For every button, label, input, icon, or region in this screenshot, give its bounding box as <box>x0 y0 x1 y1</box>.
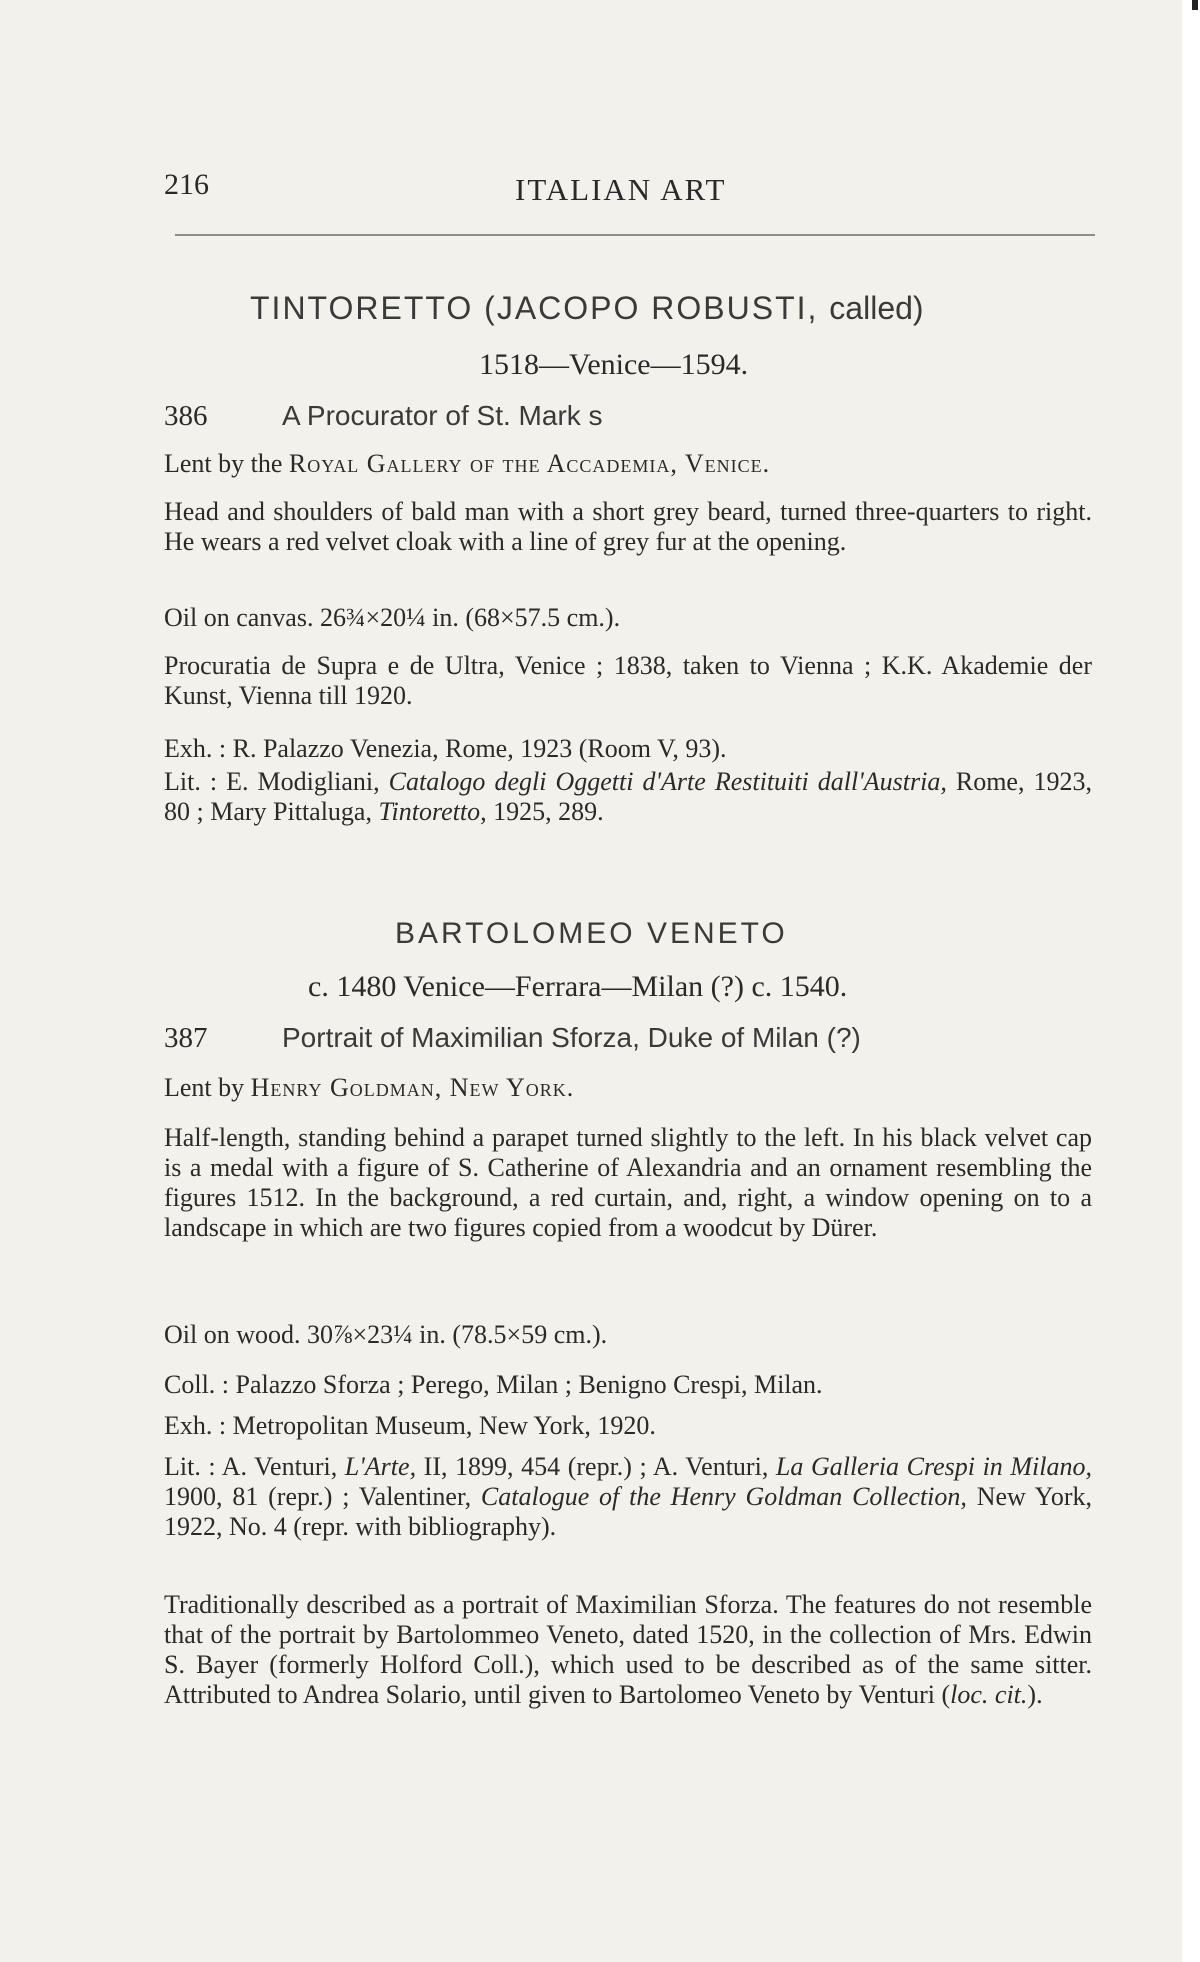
note-citation: loc. cit. <box>950 1680 1028 1709</box>
lender-line <box>164 449 770 479</box>
lit-work-title: L'Arte, <box>344 1452 417 1481</box>
lit-text: Rome, 1923, 80 ; Mary Pittaluga, <box>164 767 1092 826</box>
page-number: 216 <box>164 168 209 201</box>
lent-prefix: Lent by the <box>164 449 283 478</box>
scan-edge-mark <box>1192 0 1198 10</box>
artwork-title: Portrait of Maximilian Sforza, Duke of Milan (?) <box>282 1022 861 1053</box>
lit-work-title: Tintoretto, <box>378 797 487 826</box>
artist-heading <box>250 290 924 327</box>
lit-text: New York, 1922, No. 4 (repr. with bibliography). <box>164 1482 1093 1541</box>
artwork-technique: Oil on wood. 30⅞×23¼ in. (78.5×59 cm.). <box>164 1320 608 1349</box>
artwork-provenance: Procuratia de Supra e de Ultra, Venice ; 1838, taken to Vienna ; K.K. Akademie der Kunst, Vienna till 1920. <box>164 651 1092 710</box>
lit-text: 1900, 81 (repr.) ; Valentiner, <box>164 1482 472 1511</box>
artist-name: TINTORETTO (JACOPO ROBUSTI, <box>250 290 819 326</box>
artwork-title: A Procurator of St. Mark s <box>282 400 603 431</box>
artist-suffix: called) <box>829 290 924 326</box>
running-head: ITALIAN ART <box>515 172 727 207</box>
note-close: ). <box>1027 1680 1043 1709</box>
lit-text: 1925, 289. <box>493 797 604 826</box>
lent-prefix: Lent by <box>164 1073 245 1102</box>
lender-name: Henry Goldman, New York. <box>250 1073 575 1102</box>
artwork-literature <box>164 767 1092 827</box>
catalogue-number: 387 <box>164 1022 208 1054</box>
lit-work-title: Catalogo degli Oggetti d'Arte Restituiti dall'Austria, <box>388 767 947 796</box>
artwork-exhibition: Exh. : Metropolitan Museum, New York, 1920. <box>164 1411 656 1440</box>
artwork-description: Half-length, standing behind a parapet turned slightly to the left. In his black velvet cap is a medal with a figure of S. Catherine of Alexandria and an ornament resembling the figures 1512. In the background, a red curtain, and, right, a window opening on to a landscape in which are two figures copied from a woodcut by Dürer. <box>164 1123 1092 1242</box>
note-text: Traditionally described as a portrait of Maximilian Sforza. The features do not resemble that of the portrait by Bartolommeo Veneto, dated 1520, in the collection of Mrs. Edwin S. Bayer (formerly Holford Coll.), which used to be described as of the same sitter. Attributed to Andrea Solario, until given to Bartolomeo Veneto by Venturi ( <box>164 1590 1092 1709</box>
scan-edge <box>1182 0 1200 1962</box>
artist-dates: 1518—Venice—1594. <box>479 348 749 381</box>
lit-work-title: Catalogue of the Henry Goldman Collection, <box>480 1482 967 1511</box>
catalogue-number: 386 <box>164 400 208 432</box>
artist-dates: c. 1480 Venice—Ferrara—Milan (?) c. 1540. <box>308 970 848 1003</box>
lender-name: Royal Gallery of the Accademia, Venice. <box>288 449 771 478</box>
lit-prefix: Lit. : A. Venturi, <box>164 1452 338 1481</box>
artwork-description: Head and shoulders of bald man with a short grey beard, turned three-quarters to right. He wears a red velvet cloak with a line of grey fur at the opening. <box>164 497 1092 556</box>
artwork-technique: Oil on canvas. 26¾×20¼ in. (68×57.5 cm.). <box>164 603 621 632</box>
lit-text: II, 1899, 454 (repr.) ; A. Venturi, <box>423 1452 769 1481</box>
lit-prefix: Lit. : E. Modigliani, <box>164 767 380 796</box>
artwork-collection: Coll. : Palazzo Sforza ; Perego, Milan ; Benigno Crespi, Milan. <box>164 1370 823 1399</box>
artist-heading: BARTOLOMEO VENETO <box>395 917 788 950</box>
artwork-exhibition: Exh. : R. Palazzo Venezia, Rome, 1923 (Room V, 93). <box>164 734 727 763</box>
artwork-note <box>164 1590 1092 1710</box>
artwork-literature <box>164 1452 1092 1542</box>
lit-work-title: La Galleria Crespi in Milano, <box>775 1452 1092 1481</box>
header-rule <box>175 234 1095 236</box>
lender-line <box>164 1073 574 1103</box>
